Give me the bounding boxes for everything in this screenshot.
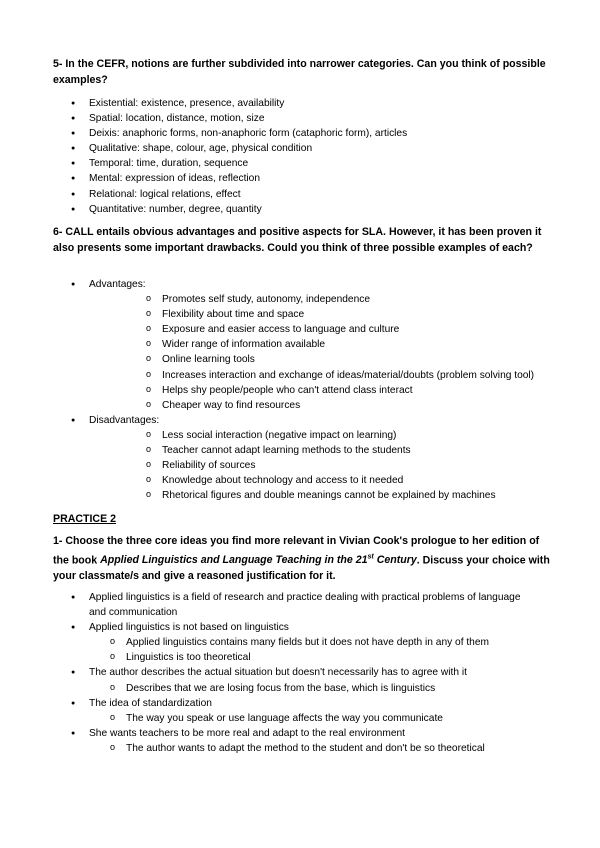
list-item <box>53 726 533 756</box>
question-text: 1- Choose the three core ideas you find more relevant in Vivian Cook's prologue to her edition of the book <box>53 535 540 567</box>
item-text: The author describes the actual situation but doesn't necessarily has to agree with it <box>89 667 467 679</box>
list-item: ● Quantitative: number, degree, quantity <box>53 202 407 217</box>
advantages-label: Advantages: <box>89 279 146 290</box>
item-text: Applied linguistics is a field of research and practice dealing with practical problems of language and communication <box>89 592 521 619</box>
list-item: o Exposure and easier access to language and culture <box>89 322 534 337</box>
list-item <box>53 620 533 665</box>
disadvantages-label: Disadvantages: <box>89 414 160 426</box>
sub-list <box>53 681 533 696</box>
sub-list <box>53 635 533 665</box>
sub-item: o The way you speak or use language affects the way you communicate <box>53 711 533 726</box>
sub-item: o Applied linguistics contains many fields but it does not have depth in any of them <box>53 635 533 650</box>
list-item <box>53 590 533 620</box>
item-text: The idea of standardization <box>89 697 212 709</box>
practice-heading: PRACTICE 2 <box>53 513 116 525</box>
list-item: o Teacher cannot adapt learning methods to the students <box>89 443 534 458</box>
list-item: o Less social interaction (negative impact on learning) <box>89 428 534 443</box>
list-item: ● Temporal: time, duration, sequence <box>53 156 407 171</box>
question-5: 5- In the CEFR, notions are further subdivided into narrower categories. Can you think of possible examples? <box>53 58 546 86</box>
advantages-item <box>53 277 534 413</box>
list-item: o Flexibility about time and space <box>89 307 534 322</box>
sub-list <box>53 711 533 726</box>
list-item: o Helps shy people/people who can't attend class interact <box>89 383 534 398</box>
list-item: o Promotes self study, autonomy, independence <box>89 292 534 307</box>
advantages-list <box>89 292 534 413</box>
list-item <box>53 696 533 726</box>
disadvantages-item <box>53 413 534 504</box>
list-item: o Cheaper way to find resources <box>89 398 534 413</box>
list-item: o Online learning tools <box>89 352 534 367</box>
core-ideas-list <box>53 590 533 756</box>
list-item: o Wider range of information available <box>89 337 534 352</box>
list-item: o Reliability of sources <box>89 458 534 473</box>
call-list <box>53 277 534 503</box>
item-text: Applied linguistics is not based on linguistics <box>89 622 289 634</box>
list-item: ● Deixis: anaphoric forms, non-anaphoric form (cataphoric form), articles <box>53 126 407 141</box>
list-item: ● Existential: existence, presence, availability <box>53 96 407 111</box>
list-item: o Rhetorical figures and double meanings cannot be explained by machines <box>89 488 534 503</box>
list-item: ● Qualitative: shape, colour, age, physical condition <box>53 141 407 156</box>
list-item: ● Mental: expression of ideas, reflection <box>53 171 407 186</box>
book-title <box>100 554 417 566</box>
list-item: ● Relational: logical relations, effect <box>53 187 407 202</box>
item-text: She wants teachers to be more real and adapt to the real environment <box>89 727 406 739</box>
sub-item: o Describes that we are losing focus from the base, which is linguistics <box>53 681 533 696</box>
practice-2-question-1 <box>53 534 553 584</box>
list-item: o Knowledge about technology and access to it needed <box>89 473 534 488</box>
book-title-text: Applied Linguistics and Language Teaching in the 21 <box>100 554 368 567</box>
question-6: 6- CALL entails obvious advantages and positive aspects for SLA. However, it has been proven it also presents some important drawbacks. Could you think of three possible examples of each? <box>53 226 542 254</box>
ordinal-suffix: st <box>367 553 374 561</box>
sub-list <box>53 741 533 756</box>
list-item: o Increases interaction and exchange of ideas/material/doubts (problem solving tool) <box>89 368 534 383</box>
sub-item: o The author wants to adapt the method to the student and don't be so theoretical <box>53 741 533 756</box>
notion-list <box>53 96 407 217</box>
disadvantages-list <box>89 428 534 503</box>
list-item: ● Spatial: location, distance, motion, size <box>53 111 407 126</box>
sub-item: o Linguistics is too theoretical <box>53 650 533 665</box>
list-item <box>53 665 533 695</box>
book-title-end: Century <box>373 554 417 567</box>
question-text-end: . Discuss your choice with your classmate/s and give a reasoned justification for it. <box>53 554 550 582</box>
